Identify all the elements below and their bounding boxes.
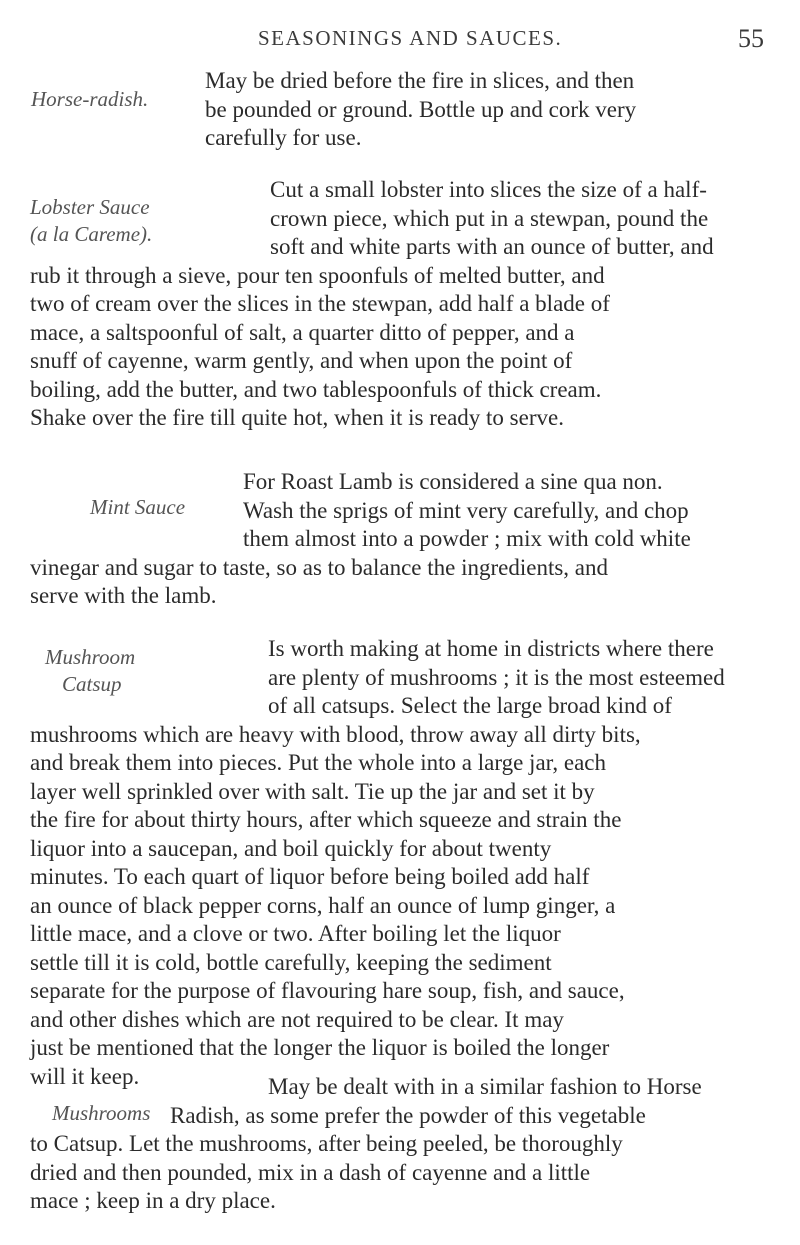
margin-label-mushroom-catsup-sub: Catsup [62, 672, 122, 696]
text-line: carefully for use. [205, 125, 362, 150]
entry-mint-sauce [30, 468, 782, 611]
text-line: Wash the sprigs of mint very carefully, and chop [243, 497, 689, 523]
text-line: to Catsup. Let the mushrooms, after being peeled, be thoroughly [30, 1131, 623, 1156]
text-line: just be mentioned that the longer the liquor is boiled the longer [30, 1035, 610, 1060]
text-line: be pounded or ground. Bottle up and cork very [205, 96, 637, 122]
text-line: Radish, as some prefer the powder of this vegetable [170, 1102, 646, 1128]
text-line: will it keep. [30, 1063, 140, 1089]
text-line: settle till it is cold, bottle carefully, keeping the sediment [30, 949, 552, 975]
text-line: For Roast Lamb is considered a sine qua non. [243, 469, 663, 494]
text-line: and other dishes which are not required to be clear. It may [30, 1006, 564, 1032]
margin-label-horse-radish: Horse-radish. [31, 87, 149, 111]
entry-mushroom-catsup [30, 635, 782, 1091]
text-line: serve with the lamb. [30, 583, 217, 608]
text-line: snuff of cayenne, warm gently, and when upon the point of [30, 348, 573, 373]
text-line: Shake over the fire till quite hot, when it is ready to serve. [30, 405, 564, 430]
margin-label-mushroom-catsup: Mushroom [45, 645, 136, 669]
text-line: rub it through a sieve, pour ten spoonfuls of melted butter, and [30, 262, 605, 288]
text-line: Cut a small lobster into slices the size of a half- [270, 177, 707, 202]
entry-lobster-sauce [30, 176, 782, 433]
text-line: two of cream over the slices in the stewpan, add half a blade of [30, 291, 610, 316]
running-title: SEASONINGS AND SAUCES. [258, 26, 563, 50]
text-line: liquor into a saucepan, and boil quickly for about twenty [30, 835, 552, 861]
text-line: mace, a saltspoonful of salt, a quarter ditto of pepper, and a [30, 319, 575, 345]
margin-label-lobster-sauce-sub: (a la Careme). [30, 222, 153, 246]
text-line: Is worth making at home in districts where there [268, 636, 714, 661]
running-header [0, 26, 800, 56]
text-line: little mace, and a clove or two. After boiling let the liquor [30, 921, 561, 946]
entry-mushrooms [30, 1073, 782, 1216]
page-number: 55 [738, 24, 764, 53]
text-line: an ounce of black pepper corns, half an ounce of lump ginger, a [30, 892, 616, 918]
text-line: boiling, add the butter, and two tablespoonfuls of thick cream. [30, 376, 602, 402]
margin-label-mint-sauce: Mint Sauce [90, 495, 186, 519]
margin-label-mushrooms: Mushrooms [52, 1101, 151, 1125]
text-line: mushrooms which are heavy with blood, throw away all dirty bits, [30, 721, 641, 747]
margin-label-lobster-sauce: Lobster Sauce [30, 195, 150, 219]
text-line: minutes. To each quart of liquor before being boiled add half [30, 864, 590, 889]
text-line: dried and then pounded, mix in a dash of cayenne and a little [30, 1159, 591, 1185]
text-line: layer well sprinkled over with salt. Tie up the jar and set it by [30, 778, 595, 804]
text-line: the fire for about thirty hours, after which squeeze and strain the [30, 807, 622, 832]
text-line: separate for the purpose of flavouring hare soup, fish, and sauce, [30, 978, 625, 1003]
text-line: May be dried before the fire in slices, and then [205, 68, 635, 93]
entry-horse-radish [205, 67, 780, 153]
text-line: vinegar and sugar to taste, so as to balance the ingredients, and [30, 554, 609, 580]
text-line: them almost into a powder ; mix with cold white [243, 526, 691, 551]
text-line: are plenty of mushrooms ; it is the most esteemed [268, 664, 725, 690]
text-line: of all catsups. Select the large broad kind of [268, 693, 672, 718]
text-line: crown piece, which put in a stewpan, pound the [270, 205, 709, 231]
text-line: and break them into pieces. Put the whole into a large jar, each [30, 750, 607, 775]
text-line: mace ; keep in a dry place. [30, 1188, 276, 1213]
text-line: May be dealt with in a similar fashion to Horse [268, 1074, 702, 1099]
text-line: soft and white parts with an ounce of butter, and [270, 234, 714, 259]
